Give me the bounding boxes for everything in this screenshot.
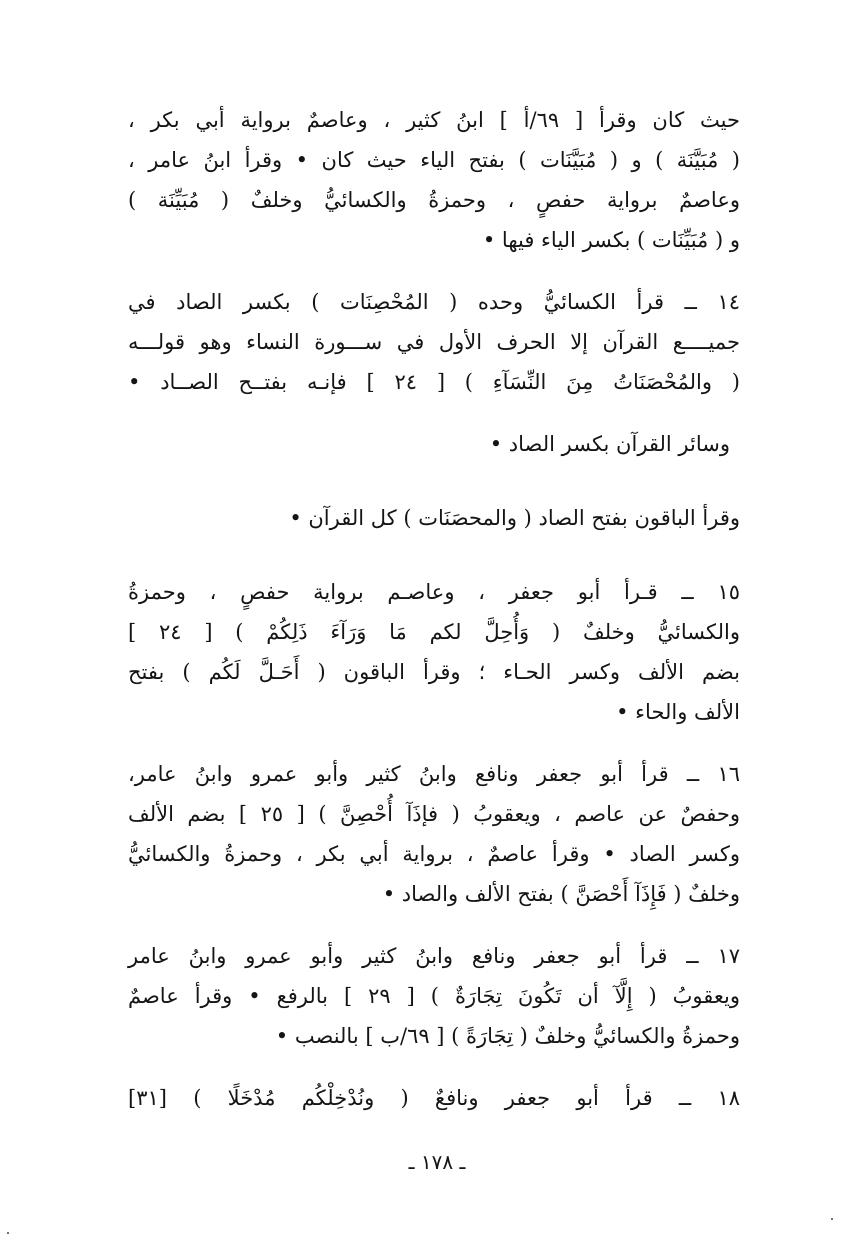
page-body — [128, 100, 740, 1140]
paragraph-17 — [128, 936, 740, 1056]
paragraph-14 — [128, 282, 740, 402]
text-line: ١٦ ــ قرأ أبو جعفر ونافع وابنُ كثير وأبو عمرو وابنُ عامر، — [128, 762, 740, 786]
text-line: ( مُبَيَّنَة ) و ( مُبَيَّنَات ) بفتح الياء حيث كان • وقرأ ابنُ عامر ، — [128, 148, 740, 172]
text-line: وحمزةُ والكسائيُّ وخلفٌ ( تِجَارَةً ) [ ٦٩/ب ] بالنصب • — [275, 1024, 740, 1048]
text-line: و ( مُبَيِّنَات ) بكسر الياء فيها • — [482, 228, 740, 252]
scan-speck — [831, 1218, 833, 1220]
text-line: جميــــع القرآن إلا الحرف الأول في ســـورة النساء وهو قولـــه — [128, 330, 740, 354]
text-line: ١٨ ــ قرأ أبو جعفر ونافعٌ ( ونُدْخِلْكُم مُدْخَلًا ) [٣١] — [128, 1086, 740, 1110]
text-line: بضم الألف وكسر الحـاء ؛ وقرأ الباقون ( أَحَـلَّ لَكُم ) بفتح — [128, 660, 740, 684]
page-number: ـ ١٧٨ ـ — [408, 1150, 466, 1174]
paragraph-15 — [128, 572, 740, 732]
text-line: والكسائيُّ وخلفٌ ( وَأُحِلَّ لكم مَا وَرَآءَ ذَلِكُمْ ) [ ٢٤ ] — [128, 620, 741, 644]
paragraph-18 — [128, 1078, 740, 1118]
text-line: ( والمُحْصَنَاتُ مِنَ النِّسَآءِ ) [ ٢٤ ] فإنـه بفتــح الصــاد • — [128, 370, 741, 394]
text-line: ويعقوبُ ( إِلَّآ أن تَكُونَ تِجَارَةٌ ) [ ٢٩ ] بالرفع • وقرأ عاصمٌ — [128, 984, 740, 1008]
paragraph-14-rest: وسائر القرآن بكسر الصاد • — [489, 432, 730, 456]
text-line: حيث كان وقرأ [ ٦٩/أ ] ابنُ كثير ، وعاصمٌ برواية أبي بكر ، — [128, 108, 740, 132]
paragraph-14-others: وقرأ الباقون بفتح الصاد ( والمحصَنَات ) كل القرآن • — [289, 506, 740, 530]
text-line: وحفصٌ عن عاصم ، ويعقوبُ ( فإذَآ أُحْصِنَّ ) [ ٢٥ ] بضم الألف — [128, 802, 741, 826]
text-line: وعاصمٌ برواية حفصٍ ، وحمزةُ والكسائيُّ وخلفٌ ( مُبَيِّنَة ) — [128, 188, 740, 212]
scan-speck — [7, 1232, 9, 1234]
paragraph-16 — [128, 754, 740, 914]
text-line: ١٤ ــ قرأ الكسائيُّ وحده ( المُحْصِنَات ) بكسر الصاد في — [128, 290, 740, 314]
text-line: ١٥ ــ قـرأ أبو جعفر ، وعاصـم برواية حفصٍ ، وحمزةُ — [128, 580, 740, 604]
text-line: ١٧ ــ قرأ أبو جعفر ونافع وابنُ كثير وأبو عمرو وابنُ عامر — [128, 944, 740, 968]
text-line: وكسر الصاد • وقرأ عاصمٌ ، برواية أبي بكر ، وحمزةُ والكسائيُّ — [128, 842, 740, 866]
paragraph-intro — [128, 100, 740, 260]
text-line: الألف والحاء • — [616, 700, 740, 724]
text-line: وخلفٌ ( فَإِذَآ أَحْصَنَّ ) بفتح الألف والصاد • — [382, 882, 740, 906]
